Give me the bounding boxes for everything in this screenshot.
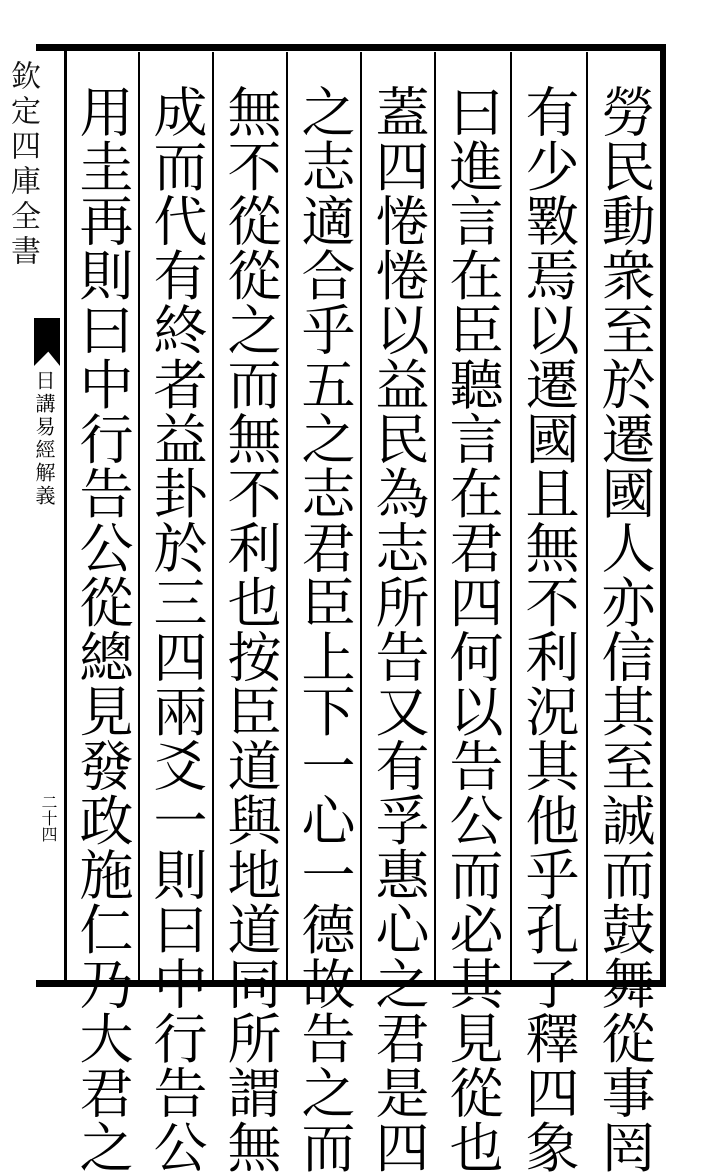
text-column-7: 成而代有終者益卦於三四兩爻一則曰中行告公 (145, 84, 208, 1174)
column-divider (434, 52, 436, 980)
fish-tail-ornament (34, 318, 60, 366)
text-column-8: 用圭再則曰中行告公從總見發政施仁乃大君之 (71, 84, 134, 1174)
column-divider (586, 52, 588, 980)
page-number: 二十四 (39, 794, 58, 842)
text-column-3: 曰進言在臣聽言在君四何以告公而必其見從也 (441, 84, 504, 1174)
text-column-6: 無不從從之而無不利也按臣道與地道同所謂無 (219, 84, 282, 1174)
column-divider (286, 52, 288, 980)
column-divider (510, 52, 512, 980)
text-column-5: 之志適合乎五之志君臣上下一心一德故告之而 (293, 84, 356, 1174)
frame-top-rule (36, 44, 664, 51)
column-divider (360, 52, 362, 980)
text-column-4: 蓋四惓惓以益民為志所告又有孚惠心之君是四 (367, 84, 430, 1174)
column-divider (212, 52, 214, 980)
frame-right-rule (660, 44, 666, 987)
text-column-2: 有少斁焉以遷國且無不利況其他乎孔子釋四象 (517, 84, 580, 1174)
frame-left-rule (64, 44, 67, 987)
text-column-1: 勞民動衆至於遷國人亦信其至誠而鼓舞從事罔 (593, 84, 656, 1174)
section-title: 日講易經解義 (32, 370, 56, 508)
book-title: 欽定四庫全書 (5, 60, 40, 270)
column-divider (138, 52, 140, 980)
